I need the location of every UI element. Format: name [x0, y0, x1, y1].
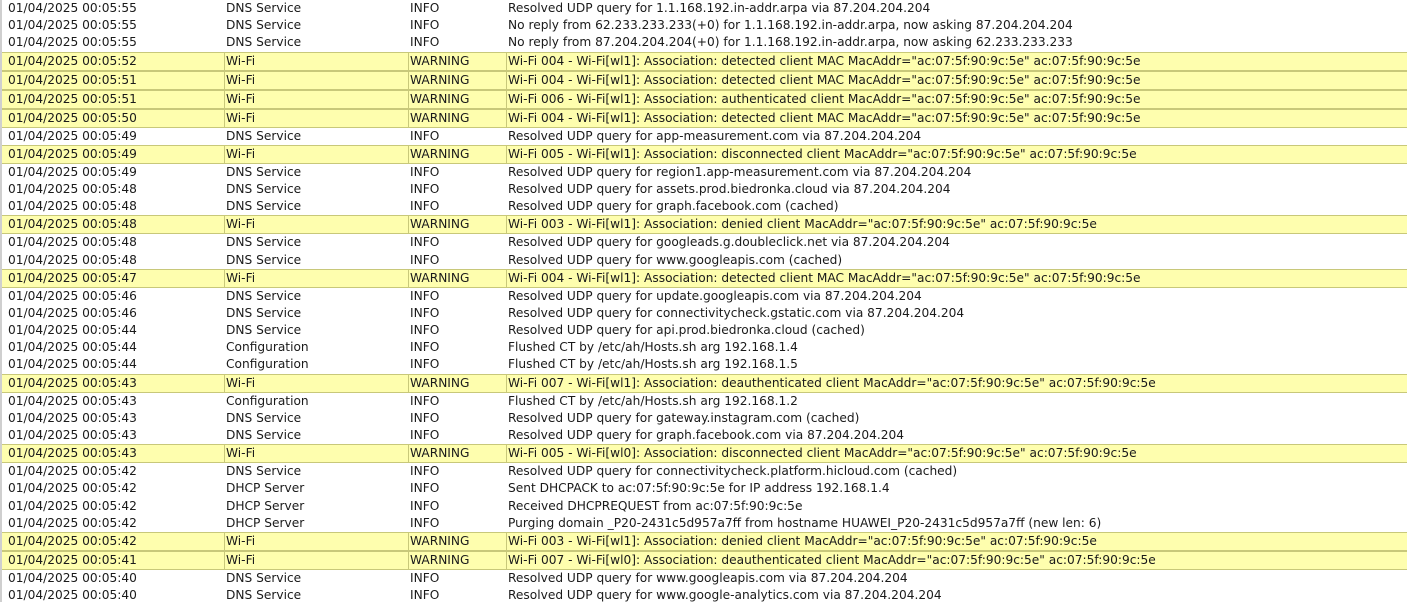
timestamp-cell: 01/04/2025 00:05:51: [8, 72, 137, 87]
source-cell: Configuration: [226, 340, 309, 355]
source-cell: DNS Service: [226, 323, 302, 338]
source-cell: DNS Service: [226, 464, 302, 479]
timestamp-cell: 01/04/2025 00:05:48: [8, 252, 137, 267]
source-cell: DNS Service: [226, 164, 302, 179]
message-cell: No reply from 62.233.233.233(+0) for 1.1.168.192.in-addr.arpa, now asking 87.204.204.204: [508, 18, 1073, 33]
message-cell: Wi-Fi 004 - Wi-Fi[wl1]: Association: detected client MAC MacAddr="ac:07:5f:90:9c:5e" ac:07:5f:90:9c:5e: [506, 72, 1407, 89]
table-row[interactable]: [2, 532, 1407, 551]
source-cell: DHCP Server: [226, 515, 305, 530]
level-cell: INFO: [410, 305, 440, 320]
source-cell: DNS Service: [226, 181, 302, 196]
timestamp-cell: 01/04/2025 00:05:55: [8, 18, 137, 33]
level-cell: WARNING: [408, 53, 506, 70]
level-cell: INFO: [410, 410, 440, 425]
table-row[interactable]: [2, 269, 1407, 288]
source-cell: DNS Service: [226, 18, 302, 33]
level-cell: INFO: [410, 428, 440, 442]
level-cell: INFO: [410, 570, 440, 585]
source-cell: DNS Service: [226, 428, 302, 442]
level-cell: INFO: [410, 181, 440, 196]
timestamp-cell: 01/04/2025 00:05:55: [8, 35, 137, 50]
source-cell: Configuration: [226, 393, 309, 408]
level-cell: INFO: [410, 18, 440, 33]
level-cell: INFO: [410, 323, 440, 338]
source-cell: DNS Service: [226, 128, 302, 143]
table-row[interactable]: [2, 339, 1407, 356]
timestamp-cell: 01/04/2025 00:05:52: [8, 53, 137, 68]
level-cell: WARNING: [408, 375, 506, 392]
table-row[interactable]: [2, 128, 1407, 145]
source-cell: Configuration: [226, 357, 309, 372]
message-cell: Resolved UDP query for www.googleapis.com (cached): [508, 252, 843, 267]
level-cell: INFO: [410, 252, 440, 267]
message-cell: Resolved UDP query for gateway.instagram.com (cached): [508, 410, 860, 425]
source-cell: Wi-Fi: [224, 216, 408, 233]
message-cell: Wi-Fi 004 - Wi-Fi[wl1]: Association: detected client MAC MacAddr="ac:07:5f:90:9c:5e" ac:07:5f:90:9c:5e: [506, 110, 1407, 127]
timestamp-cell: 01/04/2025 00:05:49: [8, 164, 137, 179]
level-cell: INFO: [410, 288, 440, 303]
source-cell: Wi-Fi: [224, 445, 408, 462]
table-row[interactable]: [2, 463, 1407, 480]
table-row[interactable]: [2, 145, 1407, 164]
source-cell: Wi-Fi: [224, 72, 408, 89]
source-cell: Wi-Fi: [224, 270, 408, 287]
source-cell: DNS Service: [226, 235, 302, 250]
message-cell: Wi-Fi 007 - Wi-Fi[wl0]: Association: deauthenticated client MacAddr="ac:07:5f:90:9c:5e" ac:07:5f:90:9c:5e: [506, 552, 1407, 569]
timestamp-cell: 01/04/2025 00:05:48: [8, 217, 137, 232]
table-row[interactable]: [2, 444, 1407, 463]
message-cell: Resolved UDP query for connectivitycheck.platform.hicloud.com (cached): [508, 464, 958, 479]
level-cell: INFO: [410, 1, 440, 15]
timestamp-cell: 01/04/2025 00:05:46: [8, 288, 137, 303]
table-row[interactable]: [2, 234, 1407, 251]
level-cell: WARNING: [408, 146, 506, 163]
message-cell: Wi-Fi 007 - Wi-Fi[wl1]: Association: deauthenticated client MacAddr="ac:07:5f:90:9c:5e" ac:07:5f:90:9c:5e: [506, 375, 1407, 392]
table-row[interactable]: [2, 164, 1407, 181]
level-cell: INFO: [410, 498, 440, 513]
timestamp-cell: 01/04/2025 00:05:43: [8, 393, 137, 408]
timestamp-cell: 01/04/2025 00:05:51: [8, 91, 137, 106]
table-row[interactable]: [2, 17, 1407, 34]
table-row[interactable]: [2, 410, 1407, 427]
table-row[interactable]: [2, 52, 1407, 71]
source-cell: DNS Service: [226, 252, 302, 267]
source-cell: DNS Service: [226, 35, 302, 50]
table-row[interactable]: [2, 322, 1407, 339]
message-cell: Wi-Fi 004 - Wi-Fi[wl1]: Association: detected client MAC MacAddr="ac:07:5f:90:9c:5e" ac:07:5f:90:9c:5e: [506, 53, 1407, 70]
timestamp-cell: 01/04/2025 00:05:40: [8, 588, 137, 603]
message-cell: Resolved UDP query for assets.prod.biedronka.cloud via 87.204.204.204: [508, 181, 951, 196]
timestamp-cell: 01/04/2025 00:05:49: [8, 146, 137, 161]
timestamp-cell: 01/04/2025 00:05:42: [8, 533, 137, 548]
level-cell: INFO: [410, 588, 440, 603]
level-cell: WARNING: [408, 216, 506, 233]
level-cell: INFO: [410, 199, 440, 214]
message-cell: Flushed CT by /etc/ah/Hosts.sh arg 192.168.1.2: [508, 393, 798, 408]
timestamp-cell: 01/04/2025 00:05:44: [8, 340, 137, 355]
message-cell: Resolved UDP query for googleads.g.doubleclick.net via 87.204.204.204: [508, 235, 950, 250]
table-row[interactable]: [2, 198, 1407, 215]
message-cell: Resolved UDP query for graph.facebook.com via 87.204.204.204: [508, 428, 904, 442]
level-cell: WARNING: [408, 110, 506, 127]
table-row[interactable]: [2, 587, 1407, 604]
message-cell: Resolved UDP query for 1.1.168.192.in-addr.arpa via 87.204.204.204: [508, 1, 931, 15]
timestamp-cell: 01/04/2025 00:05:46: [8, 305, 137, 320]
source-cell: DNS Service: [226, 288, 302, 303]
level-cell: INFO: [410, 464, 440, 479]
level-cell: INFO: [410, 128, 440, 143]
timestamp-cell: 01/04/2025 00:05:48: [8, 235, 137, 250]
table-row[interactable]: [2, 427, 1407, 444]
level-cell: WARNING: [408, 445, 506, 462]
message-cell: Resolved UDP query for www.googleapis.com via 87.204.204.204: [508, 570, 908, 585]
table-row[interactable]: [2, 109, 1407, 128]
timestamp-cell: 01/04/2025 00:05:44: [8, 323, 137, 338]
level-cell: INFO: [410, 164, 440, 179]
timestamp-cell: 01/04/2025 00:05:43: [8, 446, 137, 461]
message-cell: Resolved UDP query for update.googleapis.com via 87.204.204.204: [508, 288, 922, 303]
source-cell: Wi-Fi: [224, 53, 408, 70]
level-cell: INFO: [410, 515, 440, 530]
level-cell: INFO: [410, 357, 440, 372]
timestamp-cell: 01/04/2025 00:05:43: [8, 428, 137, 442]
message-cell: Purging domain _P20-2431c5d957a7ff from hostname HUAWEI_P20-2431c5d957a7ff (new len: 6): [508, 515, 1102, 530]
message-cell: Wi-Fi 005 - Wi-Fi[wl1]: Association: disconnected client MacAddr="ac:07:5f:90:9c:5e" ac:07:5f:90:9c:5e: [506, 146, 1407, 163]
source-cell: DNS Service: [226, 199, 302, 214]
timestamp-cell: 01/04/2025 00:05:43: [8, 410, 137, 425]
source-cell: Wi-Fi: [224, 552, 408, 569]
level-cell: INFO: [410, 235, 440, 250]
table-row[interactable]: [2, 374, 1407, 393]
message-cell: Flushed CT by /etc/ah/Hosts.sh arg 192.168.1.4: [508, 340, 798, 355]
level-cell: WARNING: [408, 91, 506, 108]
level-cell: INFO: [410, 393, 440, 408]
message-cell: Sent DHCPACK to ac:07:5f:90:9c:5e for IP address 192.168.1.4: [508, 481, 890, 496]
message-cell: Wi-Fi 003 - Wi-Fi[wl1]: Association: denied client MacAddr="ac:07:5f:90:9c:5e" ac:07:5f:90:9c:5e: [506, 533, 1407, 550]
timestamp-cell: 01/04/2025 00:05:48: [8, 199, 137, 214]
level-cell: INFO: [410, 340, 440, 355]
source-cell: DNS Service: [226, 570, 302, 585]
level-cell: WARNING: [408, 72, 506, 89]
source-cell: Wi-Fi: [224, 533, 408, 550]
message-cell: Resolved UDP query for region1.app-measurement.com via 87.204.204.204: [508, 164, 972, 179]
source-cell: Wi-Fi: [224, 146, 408, 163]
table-row[interactable]: [2, 515, 1407, 532]
source-cell: Wi-Fi: [224, 91, 408, 108]
source-cell: Wi-Fi: [224, 110, 408, 127]
timestamp-cell: 01/04/2025 00:05:44: [8, 357, 137, 372]
table-row[interactable]: [2, 215, 1407, 234]
timestamp-cell: 01/04/2025 00:05:47: [8, 270, 137, 285]
message-cell: Resolved UDP query for app-measurement.com via 87.204.204.204: [508, 128, 922, 143]
level-cell: WARNING: [408, 552, 506, 569]
message-cell: Resolved UDP query for graph.facebook.com (cached): [508, 199, 839, 214]
level-cell: WARNING: [408, 533, 506, 550]
source-cell: DHCP Server: [226, 481, 305, 496]
timestamp-cell: 01/04/2025 00:05:42: [8, 498, 137, 513]
table-row[interactable]: [2, 356, 1407, 373]
timestamp-cell: 01/04/2025 00:05:42: [8, 481, 137, 496]
timestamp-cell: 01/04/2025 00:05:55: [8, 1, 137, 15]
level-cell: WARNING: [408, 270, 506, 287]
message-cell: No reply from 87.204.204.204(+0) for 1.1.168.192.in-addr.arpa, now asking 62.233.233.233: [508, 35, 1073, 50]
message-cell: Resolved UDP query for www.google-analytics.com via 87.204.204.204: [508, 588, 942, 603]
source-cell: DNS Service: [226, 410, 302, 425]
source-cell: DNS Service: [226, 588, 302, 603]
table-row[interactable]: [2, 570, 1407, 587]
message-cell: Resolved UDP query for api.prod.biedronka.cloud (cached): [508, 323, 865, 338]
table-row[interactable]: [2, 252, 1407, 269]
message-cell: Wi-Fi 004 - Wi-Fi[wl1]: Association: detected client MAC MacAddr="ac:07:5f:90:9c:5e" ac:07:5f:90:9c:5e: [506, 270, 1407, 287]
table-row[interactable]: [2, 393, 1407, 410]
timestamp-cell: 01/04/2025 00:05:43: [8, 375, 137, 390]
source-cell: Wi-Fi: [224, 375, 408, 392]
message-cell: Wi-Fi 006 - Wi-Fi[wl1]: Association: authenticated client MacAddr="ac:07:5f:90:9c:5e" ac:07:5f:90:9c:5e: [506, 91, 1407, 108]
table-row[interactable]: [2, 288, 1407, 305]
table-row[interactable]: [2, 480, 1407, 497]
timestamp-cell: 01/04/2025 00:05:42: [8, 464, 137, 479]
source-cell: DNS Service: [226, 1, 302, 15]
timestamp-cell: 01/04/2025 00:05:40: [8, 570, 137, 585]
message-cell: Received DHCPREQUEST from ac:07:5f:90:9c:5e: [508, 498, 803, 513]
timestamp-cell: 01/04/2025 00:05:41: [8, 552, 137, 567]
table-row[interactable]: [2, 305, 1407, 322]
level-cell: INFO: [410, 481, 440, 496]
timestamp-cell: 01/04/2025 00:05:49: [8, 128, 137, 143]
level-cell: INFO: [410, 35, 440, 50]
table-row[interactable]: [2, 0, 1407, 17]
timestamp-cell: 01/04/2025 00:05:50: [8, 110, 137, 125]
message-cell: Wi-Fi 003 - Wi-Fi[wl1]: Association: denied client MacAddr="ac:07:5f:90:9c:5e" ac:07:5f:90:9c:5e: [506, 216, 1407, 233]
timestamp-cell: 01/04/2025 00:05:48: [8, 181, 137, 196]
message-cell: Flushed CT by /etc/ah/Hosts.sh arg 192.168.1.5: [508, 357, 798, 372]
message-cell: Resolved UDP query for connectivitycheck.gstatic.com via 87.204.204.204: [508, 305, 965, 320]
table-row[interactable]: [2, 71, 1407, 90]
source-cell: DNS Service: [226, 305, 302, 320]
timestamp-cell: 01/04/2025 00:05:42: [8, 515, 137, 530]
source-cell: DHCP Server: [226, 498, 305, 513]
table-row[interactable]: [2, 90, 1407, 109]
table-row[interactable]: [2, 498, 1407, 515]
table-row[interactable]: [2, 551, 1407, 570]
message-cell: Wi-Fi 005 - Wi-Fi[wl0]: Association: disconnected client MacAddr="ac:07:5f:90:9c:5e" ac:07:5f:90:9c:5e: [506, 445, 1407, 462]
table-row[interactable]: [2, 181, 1407, 198]
table-row[interactable]: [2, 34, 1407, 51]
